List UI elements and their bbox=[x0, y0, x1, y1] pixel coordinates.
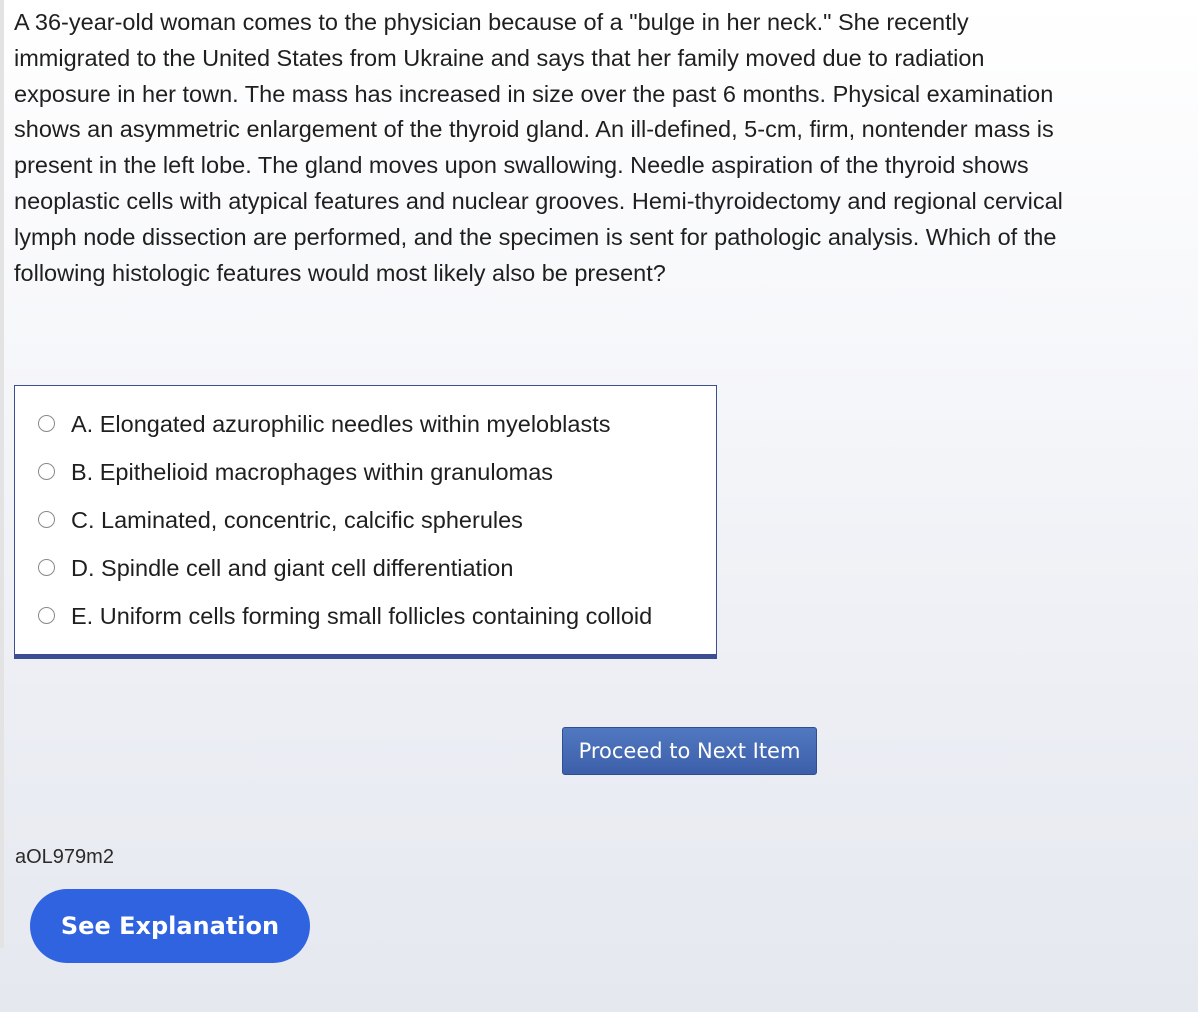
question-stem: A 36-year-old woman comes to the physician because of a "bulge in her neck." She recently immigrated to the United States from Ukraine and says that her family moved due to radiation exposure in her town. The mass has increased in size over the past 6 months. Physical examination shows an asymmetric enlargement of the thyroid gland. An ill-defined, 5-cm, firm, nontender mass is present in the left lobe. The gland moves upon swallowing. Needle aspiration of the thyroid shows neoplastic cells with atypical features and nuclear grooves. Hemi-thyroidectomy and regional cervical lymph node dissection are performed, and the specimen is sent for pathologic analysis. Which of the following histologic features would most likely also be present? bbox=[14, 9, 1063, 286]
choice-c[interactable] bbox=[15, 496, 715, 544]
choice-label: C. Laminated, concentric, calcific spherules bbox=[71, 506, 523, 533]
choice-e[interactable] bbox=[15, 592, 715, 640]
radio-button[interactable] bbox=[38, 607, 55, 624]
question-id: aOL979m2 bbox=[15, 846, 114, 868]
choice-label: E. Uniform cells forming small follicles containing colloid bbox=[71, 602, 653, 629]
choice-a[interactable] bbox=[15, 400, 715, 448]
radio-button[interactable] bbox=[38, 415, 55, 432]
radio-button[interactable] bbox=[38, 511, 55, 528]
radio-button[interactable] bbox=[38, 559, 55, 576]
choice-b[interactable] bbox=[15, 448, 715, 496]
see-explanation-button[interactable]: See Explanation bbox=[30, 889, 310, 963]
choice-label: D. Spindle cell and giant cell differentiation bbox=[71, 554, 514, 581]
answer-choices bbox=[14, 385, 717, 659]
radio-button[interactable] bbox=[38, 463, 55, 480]
choice-label: B. Epithelioid macrophages within granulomas bbox=[71, 458, 554, 485]
left-divider bbox=[0, 0, 4, 948]
proceed-next-button[interactable]: Proceed to Next Item bbox=[562, 727, 817, 775]
choice-label: A. Elongated azurophilic needles within myeloblasts bbox=[71, 410, 611, 437]
choice-d[interactable] bbox=[15, 544, 715, 592]
